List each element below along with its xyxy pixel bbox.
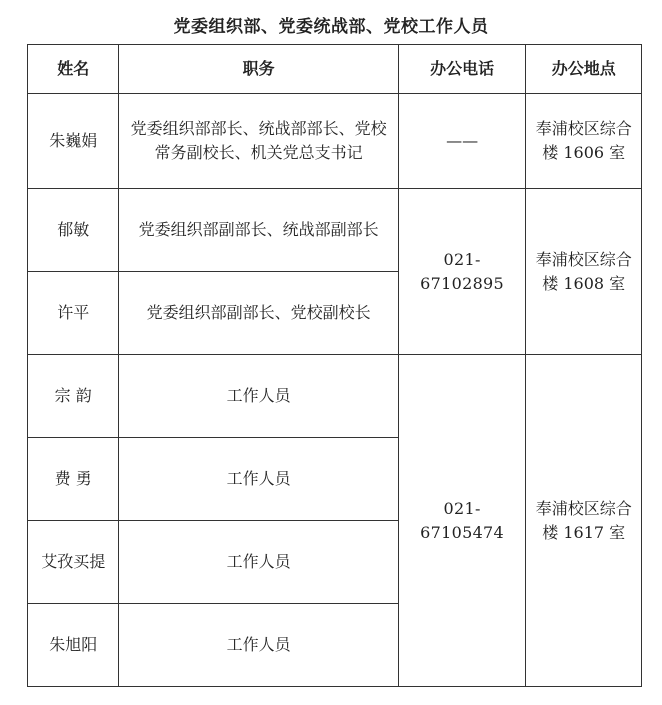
- staff-position: 党委组织部部长、统战部部长、党校常务副校长、机关党总支书记: [119, 94, 398, 189]
- staff-position: 党委组织部副部长、统战部副部长: [119, 189, 398, 272]
- group-phone: 021-67102895: [398, 189, 526, 355]
- table-header-row: [28, 45, 642, 94]
- staff-position: 工作人员: [119, 438, 398, 521]
- staff-phone: ——: [398, 94, 526, 189]
- staff-name: 费 勇: [28, 438, 119, 521]
- header-phone: 办公电话: [398, 45, 526, 94]
- staff-name: 许平: [28, 272, 119, 355]
- header-name: 姓名: [28, 45, 119, 94]
- staff-table: [27, 44, 642, 687]
- document-title: 党委组织部、党委统战部、党校工作人员: [173, 17, 489, 37]
- header-location: 办公地点: [526, 45, 642, 94]
- group-phone: 021-67105474: [398, 355, 526, 687]
- staff-name: 艾孜买提: [28, 521, 119, 604]
- staff-name: 郁敏: [28, 189, 119, 272]
- staff-position: 工作人员: [119, 604, 398, 687]
- office-location: 奉浦校区综合楼 1606 室: [526, 94, 642, 189]
- staff-name: 朱旭阳: [28, 604, 119, 687]
- staff-position: 工作人员: [119, 355, 398, 438]
- table-row: [28, 355, 642, 438]
- staff-name: 朱巍娟: [28, 94, 119, 189]
- group-location: 奉浦校区综合楼 1617 室: [526, 355, 642, 687]
- header-position: 职务: [119, 45, 398, 94]
- table-row: [28, 94, 642, 189]
- table-row: [28, 189, 642, 272]
- staff-position: 党委组织部副部长、党校副校长: [119, 272, 398, 355]
- group-location: 奉浦校区综合楼 1608 室: [526, 189, 642, 355]
- staff-position: 工作人员: [119, 521, 398, 604]
- staff-name: 宗 韵: [28, 355, 119, 438]
